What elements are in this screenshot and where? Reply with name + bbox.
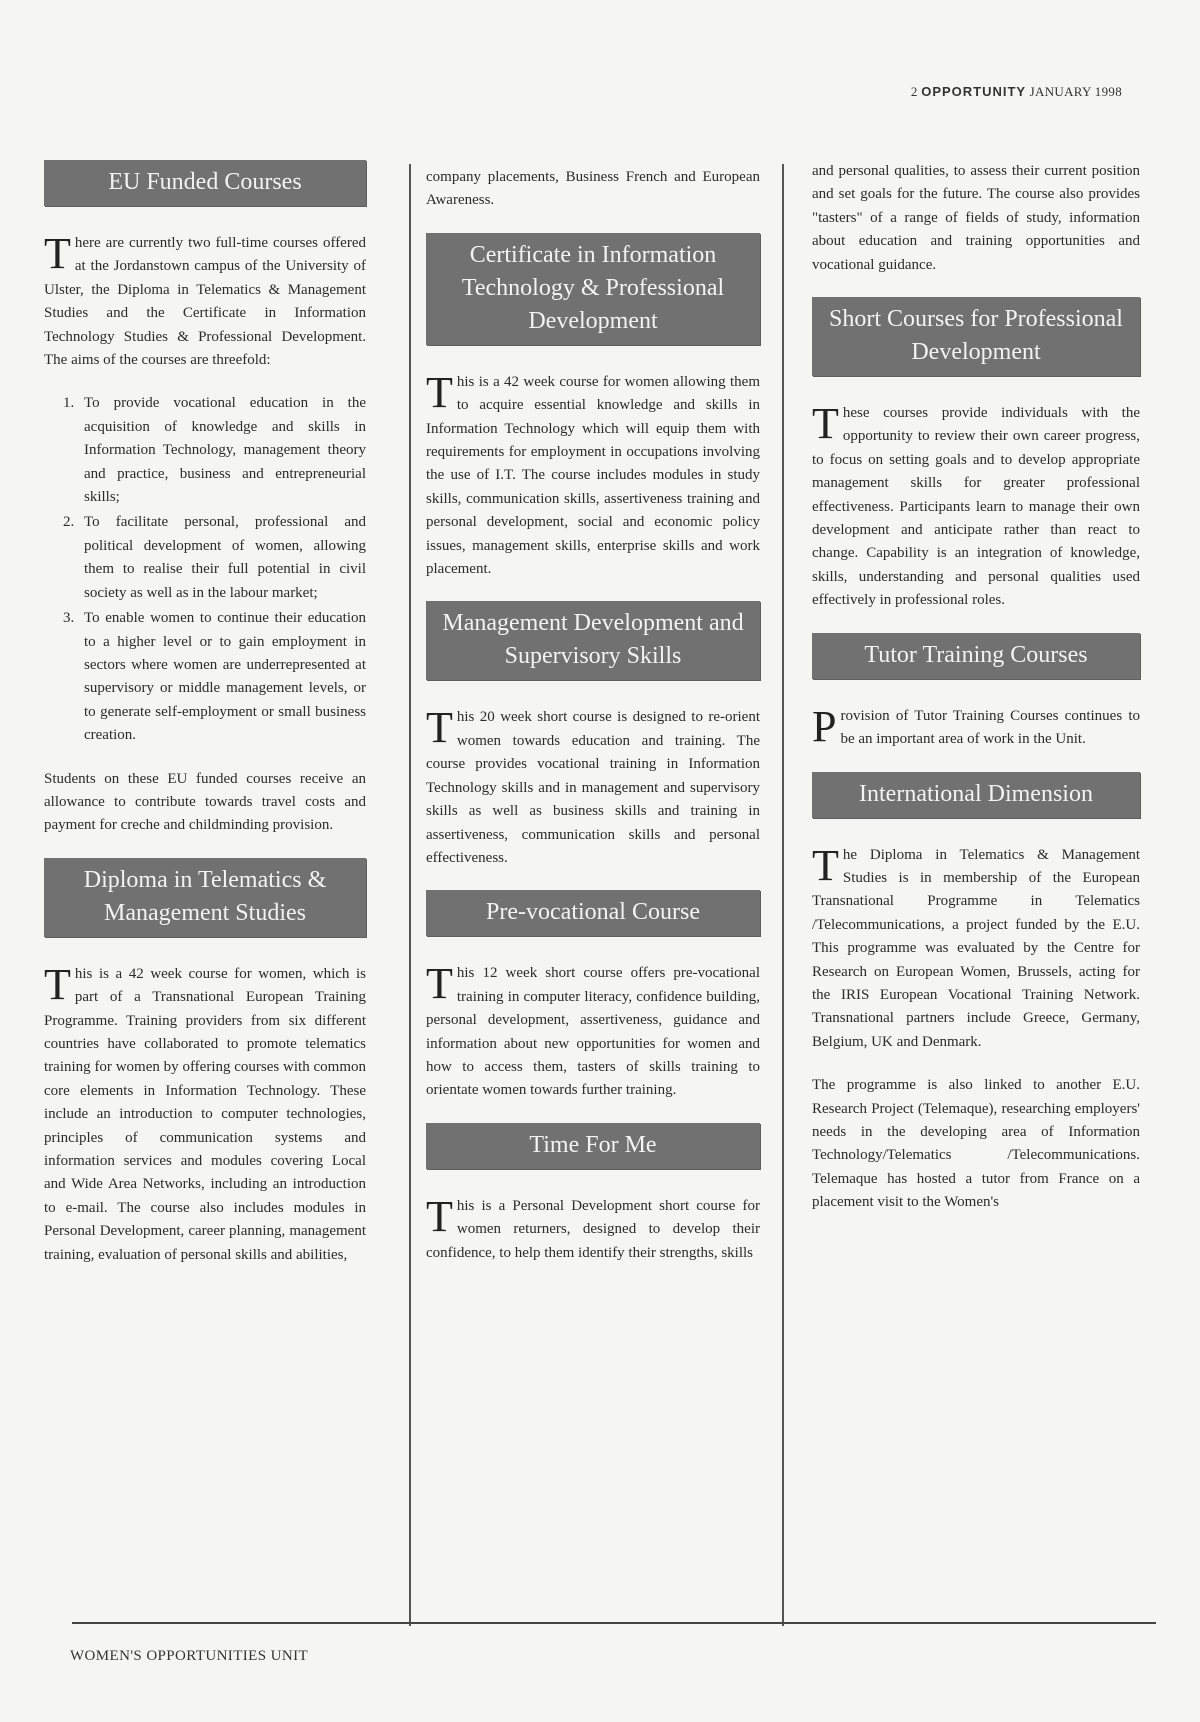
tutor-training-heading: Tutor Training Courses [812, 633, 1140, 679]
continued-paragraph: company placements, Business French and European Awareness. [426, 169, 760, 209]
prevocational-paragraph: This 12 week short course offers pre-vocational training in computer literacy, confidence building, personal development, assertiveness, guidance and information about new opportunities for women and how to access them, tasters of skills training to orientate women towards further training. [426, 959, 760, 1099]
management-heading: Management Development and Supervisory Skills [426, 601, 760, 680]
telemaque-paragraph: The programme is also linked to another E.U. Research Project (Telemaque), researching employers' needs in the developing area of Information Technology/Telematics /Telecommunications. Telemaque has hosted a tutor from France on a placement visit to the Women's [812, 1077, 1140, 1211]
international-heading: International Dimension [812, 772, 1140, 818]
diploma-paragraph: This is a 42 week course for women, which is part of a Transnational European Training Programme. Training providers from six different countries have collaborated to promote telematics training for women by offering courses with common core elements in Information Technology. These include an introduction to computer technologies, principles of communication systems and information services and modules covering Local and Wide Area Networks, including an introduction to e-mail. The course also includes modules in Personal Development, career planning, management training, evaluation of personal skills and abilities, [44, 959, 366, 1263]
aim-item: 1. To provide vocational education in the acquisition of knowledge and skills in Information Technology, management theory and practice, business and entrepreneurial skills; [78, 392, 366, 509]
column-divider [782, 164, 784, 1626]
aims-list [44, 392, 366, 747]
diploma-heading: Diploma in Telematics & Management Studies [44, 858, 366, 937]
column-divider [409, 164, 411, 1626]
page-number: 2 [910, 84, 918, 99]
aim-item: 3. To enable women to continue their education to a higher level or to gain employment in sectors where women are underrepresented at supervisory or middle management levels, or to generate self-employment or small business creation. [78, 607, 366, 747]
publication-name: OPPORTUNITY [921, 84, 1027, 99]
time-for-me-paragraph: This is a Personal Development short course for women returners, designed to develop their confidence, to help them identify their strengths, skills [426, 1191, 760, 1261]
eu-funded-courses-heading: EU Funded Courses [44, 160, 366, 206]
allowance-paragraph: Students on these EU funded courses receive an allowance to contribute towards travel costs and payment for creche and childminding provision. [44, 770, 366, 834]
certificate-paragraph: This is a 42 week course for women allowing them to acquire essential knowledge and skills in Information Technology which will equip them with requirements for employment in occupations involving the use of I.T. The course includes modules in study skills, communication skills, assertiveness training and personal development, social and economic policy issues, management skills, enterprise skills and work placement. [426, 367, 760, 578]
tutor-training-paragraph: Provision of Tutor Training Courses continues to be an important area of work in the Unit. [812, 701, 1140, 751]
certificate-heading: Certificate in Information Technology & Professional Development [426, 233, 760, 345]
footer-unit-name: WOMEN'S OPPORTUNITIES UNIT [70, 1648, 309, 1664]
international-paragraph: The Diploma in Telematics & Management Studies is in membership of the European Transnational Programme in Telematics /Telecommunications, a project funded by the E.U. This programme was evaluated by the Centre for Research on European Women, Brussels, acting for the IRIS European Vocational Training Network. Transnational partners include Greece, Germany, Belgium, UK and Denmark. [812, 840, 1140, 1050]
prevocational-heading: Pre-vocational Course [426, 890, 760, 936]
continued-paragraph: and personal qualities, to assess their current position and set goals for the future. The course also provides "tasters" of a range of fields of study, information about education and training opportunities and vocational guidance. [812, 163, 1140, 273]
short-courses-heading: Short Courses for Professional Development [812, 297, 1140, 376]
column-1 [44, 160, 366, 1287]
short-courses-paragraph: These courses provide individuals with the opportunity to review their own career progress, to focus on setting goals and to develop appropriate management skills for greater professional effectiveness. Participants learn to manage their own development and anticipate rather than react to change. Capability is an integration of knowledge, skills, understanding and personal qualities used effectively in professional roles. [812, 399, 1140, 609]
column-3 [812, 160, 1140, 1235]
management-paragraph: This 20 week short course is designed to re-orient women towards education and training. The course provides vocational training in Information Technology skills and in management and supervisory skills as well as business skills and training in assertiveness, communication skills and personal effectiveness. [426, 703, 760, 866]
eu-intro-paragraph: There are currently two full-time courses offered at the Jordanstown campus of the University of Ulster, the Diploma in Telematics & Management Studies and the Certificate in Information Technology Studies & Professional Development. The aims of the courses are threefold: [44, 229, 366, 369]
time-for-me-heading: Time For Me [426, 1123, 760, 1169]
footer-rule [72, 1622, 1156, 1624]
column-2 [426, 166, 760, 1285]
page-header [911, 84, 1122, 100]
aim-item: 2. To facilitate personal, professional and political development of women, allowing them to realise their full potential in civil society as well as in the labour market; [78, 511, 366, 605]
issue-date: JANUARY 1998 [1029, 84, 1122, 99]
